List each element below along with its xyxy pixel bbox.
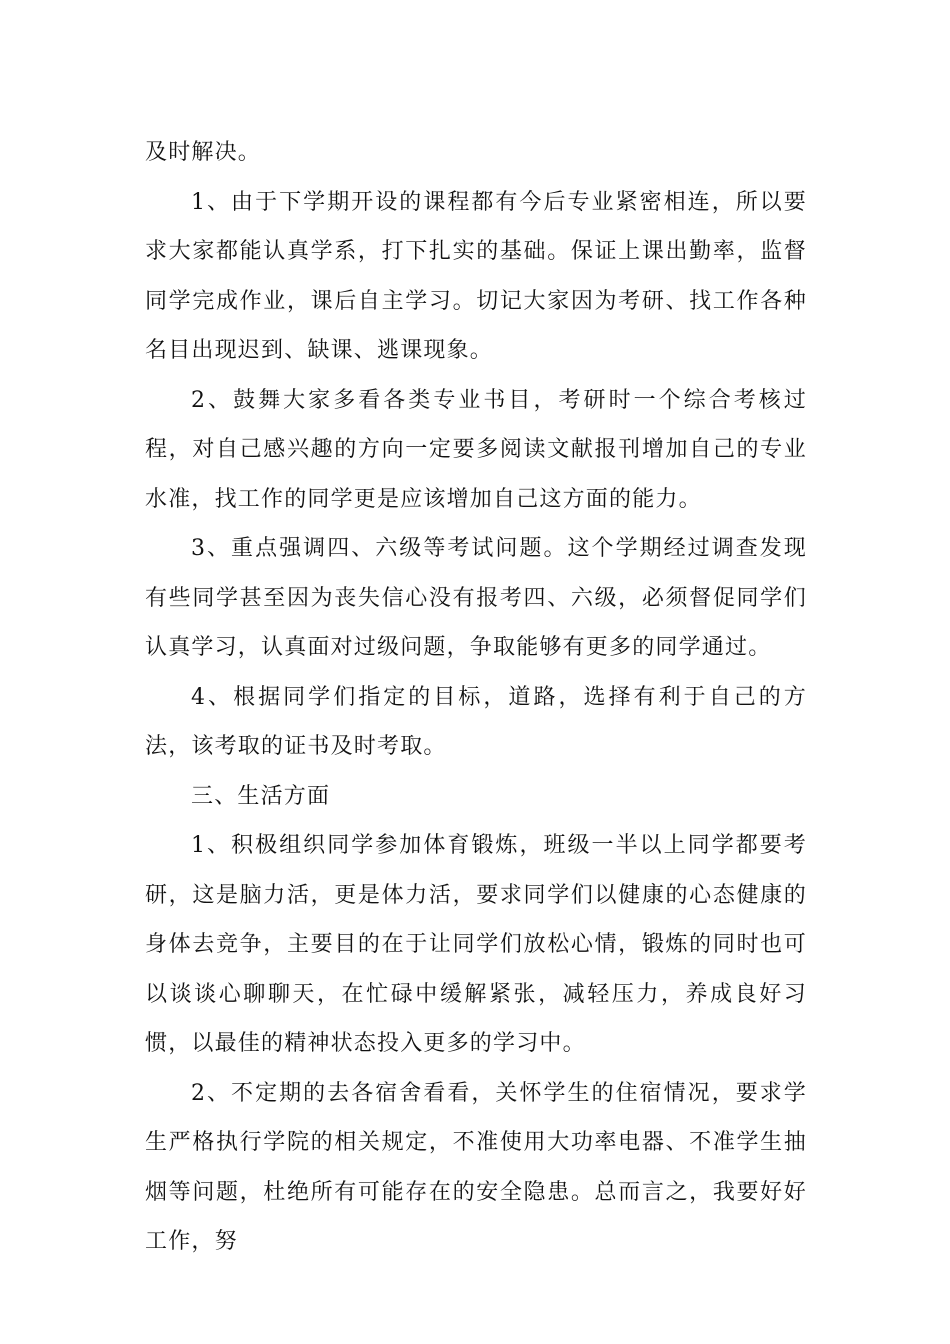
paragraph-study-item-1: 1、由于下学期开设的课程都有今后专业紧密相连，所以要求大家都能认真学系，打下扎实的基础。保证上课出勤率，监督同学完成作业，课后自主学习。切记大家因为考研、找工作各种名目出现迟到、缺课、逃课现象。 [145,189,807,363]
paragraph-study-item-3: 3、重点强调四、六级等考试问题。这个学期经过调查发现有些同学甚至因为丧失信心没有报考四、六级，必须督促同学们认真学习，认真面对过级问题，争取能够有更多的同学通过。 [145,536,807,660]
paragraph-life-item-2: 2、不定期的去各宿舍看看，关怀学生的住宿情况，要求学生严格执行学院的相关规定，不准使用大功率电器、不准学生抽烟等问题，杜绝所有可能存在的安全隐患。总而言之，我要好好工作，努 [145,1080,807,1254]
paragraph-continuation: 及时解决。 [145,140,262,165]
paragraph-study-item-4: 4、根据同学们指定的目标，道路，选择有利于自己的方法，该考取的证书及时考取。 [145,684,807,759]
document-body [145,128,807,1267]
paragraph-study-item-2: 2、鼓舞大家多看各类专业书目，考研时一个综合考核过程，对自己感兴趣的方向一定要多阅读文献报刊增加自己的专业水准，找工作的同学更是应该增加自己这方面的能力。 [145,387,807,512]
section-heading-life: 三、生活方面 [191,783,331,809]
paragraph-life-item-1: 1、积极组织同学参加体育锻炼，班级一半以上同学都要考研，这是脑力活，更是体力活，要求同学们以健康的心态健康的身体去竞争，主要目的在于让同学们放松心情，锻炼的同时也可以谈谈心聊聊天，在忙碌中缓解紧张，减轻压力，养成良好习惯，以最佳的精神状态投入更多的学习中。 [145,833,807,1056]
